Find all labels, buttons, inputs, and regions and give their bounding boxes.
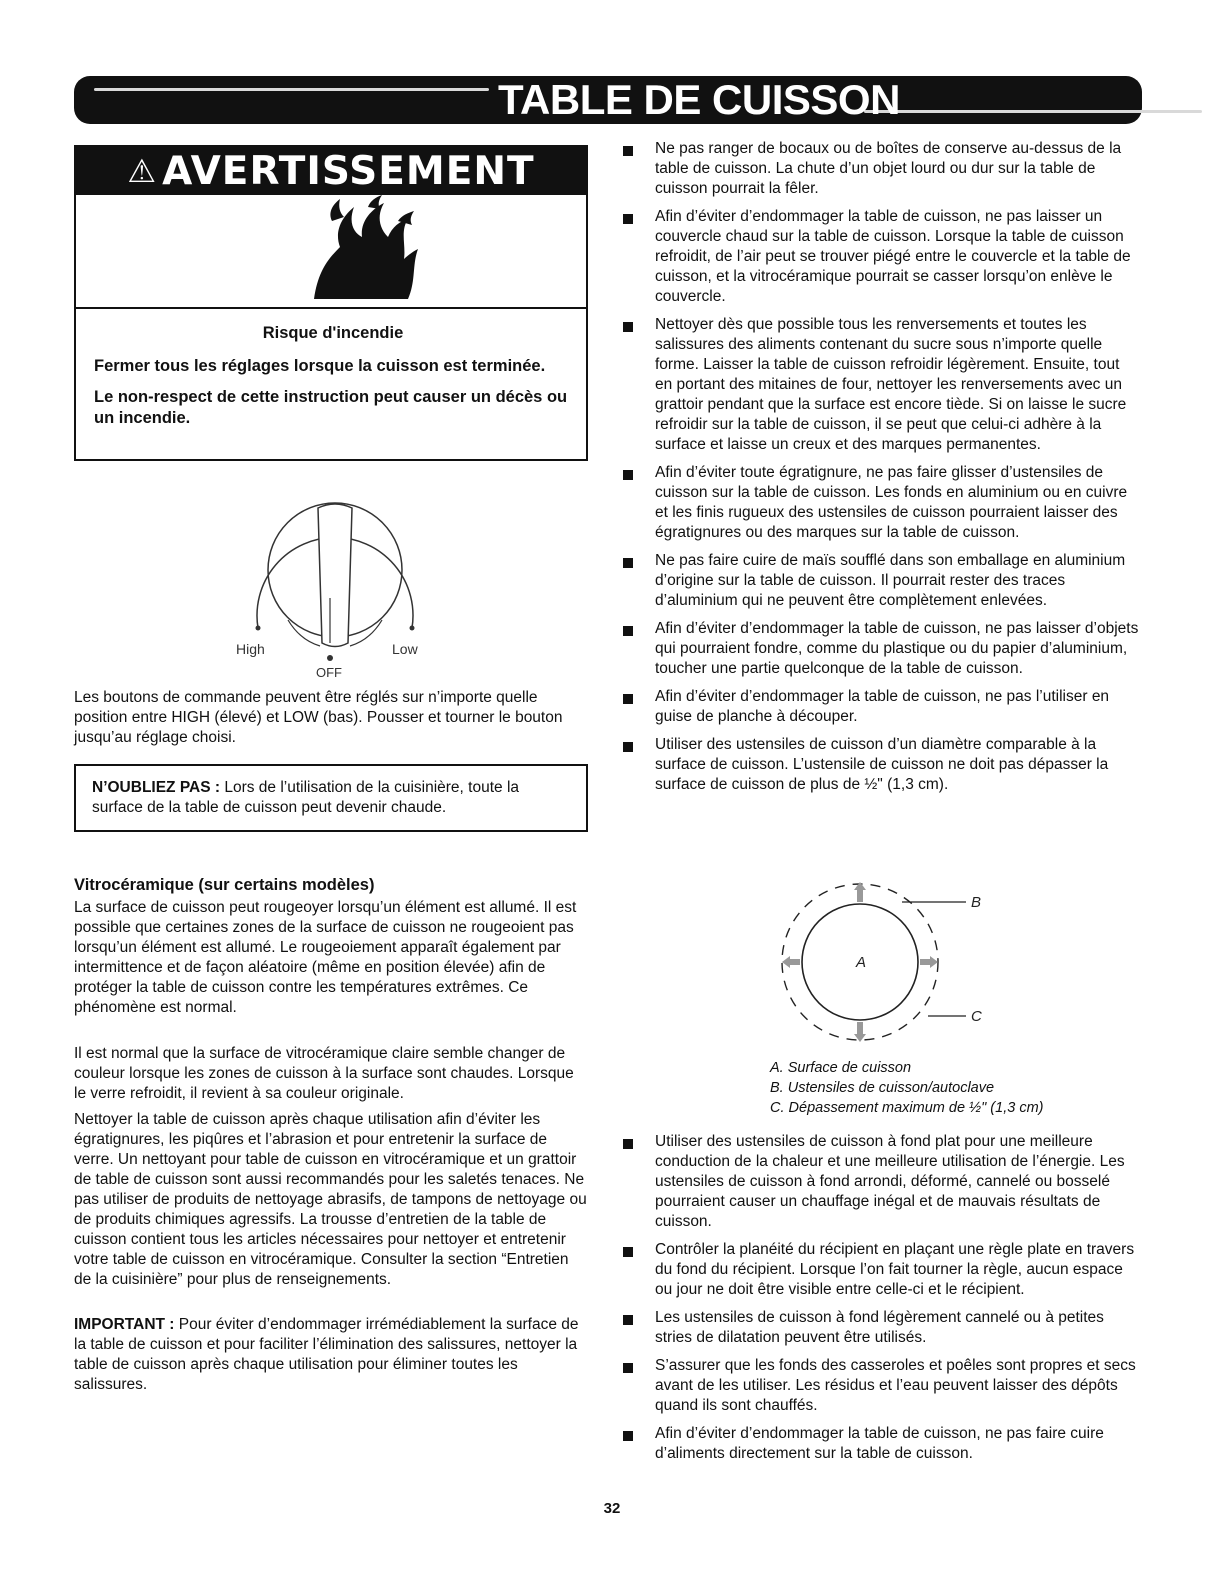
section-title-bar (74, 76, 1142, 124)
cooktop-bullet-list-top (620, 139, 1140, 803)
warning-line-1: Fermer tous les réglages lorsque la cuisson est terminée. (94, 357, 546, 375)
warning-header (76, 147, 586, 195)
title-rule-left (94, 88, 489, 91)
warning-triangle-icon: ⚠ (127, 153, 157, 189)
high-tick (256, 626, 261, 631)
bullet-square-icon (623, 558, 633, 568)
warning-line-2: Le non-respect de cette instruction peut causer un décès ou un incendie. (94, 388, 568, 427)
vitro-paragraph-2: Il est normal que la surface de vitrocéramique claire semble changer de couleur lorsque les zones de cuisson à la surface sont chaudes. Lorsque le verre refroidit, il revient à sa couleur originale. (74, 1045, 574, 1102)
control-knob-diagram (230, 478, 440, 688)
knob-label-low: Low (392, 641, 418, 657)
caption-a: A. Surface de cuisson (770, 1060, 912, 1076)
warning-body (76, 309, 586, 429)
list-item: Ne pas faire cuire de maïs soufflé dans son emballage en aluminium d’origine sur la table de cuisson. Il pourrait rester des traces d’aluminium qui ne peuvent être complètement enlevées. (620, 551, 1140, 611)
list-item: Contrôler la planéité du récipient en plaçant une règle plate en travers du fond du récipient. Lorsque l’on fait tourner la règle, aucun espace ou jour ne doit être visible entre celle-ci et le récipient. (620, 1240, 1140, 1300)
reminder-text: Lors de l’utilisation de la cuisinière, toute la surface de la table de cuisson peut devenir chaude. (92, 779, 520, 816)
diagram-label-b: B (971, 894, 982, 911)
title-rule-right (864, 110, 1202, 113)
bullet-square-icon (623, 1247, 633, 1257)
bullet-square-icon (623, 322, 633, 332)
list-item: S’assurer que les fonds des casseroles et poêles sont propres et secs avant de les utiliser. Les résidus et l’eau peuvent laisser des dépôts quand ils sont chauffés. (620, 1356, 1140, 1416)
vitro-heading: Vitrocéramique (sur certains modèles) (74, 876, 375, 894)
fire-pictogram (76, 195, 586, 309)
bullet-square-icon (623, 742, 633, 752)
knob-grip (318, 504, 352, 647)
list-item: Les ustensiles de cuisson à fond légèrement cannelé ou à petites stries de dilatation peuvent être utilisés. (620, 1308, 1140, 1348)
diagram-caption (770, 1058, 1043, 1118)
bullet-square-icon (623, 1139, 633, 1149)
cooktop-bullet-list-bottom (620, 1132, 1140, 1472)
low-tick (410, 626, 415, 631)
knob-skirt-right (350, 620, 382, 646)
warning-risk: Risque d'incendie (262, 324, 404, 342)
bullet-square-icon (623, 1315, 633, 1325)
diagram-label-a: A (856, 954, 867, 971)
off-dot (327, 655, 333, 661)
diagram-label-c: C (971, 1008, 982, 1025)
bullet-square-icon (623, 626, 633, 636)
list-item: Afin d’éviter d’endommager la table de cuisson, ne pas laisser un couvercle chaud sur la table de cuisson. Lorsque la table de cuisson refroidit, de l’air peut se trouver piégé entre le couvercle et la table de cuisson, et la vitrocéramique pourrait se casser lorsqu’on enlève le couvercle. (620, 207, 1140, 307)
knob-label-high: High (236, 641, 265, 657)
list-item: Afin d’éviter d’endommager la table de cuisson, ne pas l’utiliser en guise de planche à découper. (620, 687, 1140, 727)
caption-c: C. Dépassement maximum de ½" (1,3 cm) (770, 1100, 1044, 1116)
bullet-square-icon (623, 470, 633, 480)
list-item: Utiliser des ustensiles de cuisson d’un diamètre comparable à la surface de cuisson. L’ustensile de cuisson ne doit pas dépasser la surface de cuisson de plus de ½" (1,3 cm). (620, 735, 1140, 795)
vitro-paragraph-3: Nettoyer la table de cuisson après chaque utilisation afin d’éviter les égratignures, les piqûres et l’abrasion et pour entretenir la surface de verre. Un nettoyant pour table de cuisson en vitrocéramique et un grattoir de table de cuisson sont aussi recommandés pour les saletés tenaces. Ne pas utiliser de produits de nettoyage abrasifs, de tampons de nettoyage ou de produits chimiques agressifs. La trousse d’entretien de la table de cuisson contient tous les articles nécessaires pour nettoyer et entretenir votre table de cuisson en vitrocéramique. Consulter la section “Entretien de la cuisinière” pour plus de renseignements. (74, 1111, 587, 1288)
list-item: Utiliser des ustensiles de cuisson à fond plat pour une meilleure conduction de la chaleur et une meilleure utilisation de l’énergie. Les ustensiles de cuisson à fond arrondi, déformé, cannelé ou bosselé pourraient causer un chauffage inégal et de mauvais résultats de cuisson. (620, 1132, 1140, 1232)
list-item: Nettoyer dès que possible tous les renversements et toutes les salissures des aliments contenant du sucre sous n’importe quelle forme. Laisser la table de cuisson refroidir légèrement. Ensuite, tout en portant des mitaines de four, nettoyer les renversements avec un grattoir pendant que la surface est encore tiède. Si on laisse le sucre refroidir sur la table de cuisson, il se peut que celui-ci adhère à la surface et laisse un creux et des marques permanentes. (620, 315, 1140, 455)
list-item: Afin d’éviter toute égratignure, ne pas faire glisser d’ustensiles de cuisson sur la table de cuisson. Les fonds en aluminium ou en cuivre et les finis rugueux des ustensiles de cuisson pourraient laisser des égratignures ou des marques sur la table de cuisson. (620, 463, 1140, 543)
bullet-square-icon (623, 694, 633, 704)
important-label: IMPORTANT : (74, 1316, 175, 1333)
list-item: Afin d’éviter d’endommager la table de cuisson, ne pas faire cuire d’aliments directement sur la table de cuisson. (620, 1424, 1140, 1464)
bullet-square-icon (623, 1363, 633, 1373)
bullet-square-icon (623, 146, 633, 156)
list-item: Afin d’éviter d’endommager la table de cuisson, ne pas laisser d’objets qui pourraient fondre, comme du plastique ou du papier d’aluminium, toucher une partie quelconque de la table de cuisson. (620, 619, 1140, 679)
reminder-box (74, 764, 588, 832)
vitro-paragraph-1: La surface de cuisson peut rougeoyer lorsqu’un élément est allumé. Il est possible que certaines zones de la surface de cuisson ne rougeoient pas lorsqu’un élément est allumé. Le rougeoiement apparaît également par intermittence et de façon aléatoire (même en position élevée) afin de protéger la table de cuisson contre les températures extrêmes. Ce phénomène est normal. (74, 899, 577, 1016)
bullet-square-icon (623, 1431, 633, 1441)
warning-heading: AVERTISSEMENT (162, 148, 535, 194)
warning-box (74, 145, 588, 461)
cookware-diagram (770, 876, 1010, 1056)
knob-skirt-left (288, 620, 320, 646)
fire-icon (76, 195, 586, 307)
page-title: TABLE DE CUISSON (498, 76, 900, 123)
bullet-square-icon (623, 214, 633, 224)
page-number: 32 (603, 1500, 621, 1517)
vitro-important (74, 1315, 579, 1395)
list-item: Ne pas ranger de bocaux ou de boîtes de conserve au-dessus de la table de cuisson. La chute d’un objet lourd ou dur sur la table de cuisson pourrait la fêler. (620, 139, 1140, 199)
reminder-label: N’OUBLIEZ PAS : (92, 779, 221, 796)
knob-description: Les boutons de commande peuvent être réglés sur n’importe quelle position entre HIGH (élevé) et LOW (bas). Pousser et tourner le bouton jusqu’au réglage choisi. (74, 689, 563, 746)
caption-b: B. Ustensiles de cuisson/autoclave (770, 1080, 995, 1096)
important-text: Pour éviter d’endommager irrémédiablement la surface de la table de cuisson et pour faciliter l’élimination des salissures, nettoyer la table de cuisson après chaque utilisation pour éliminer toutes les salissures. (74, 1316, 579, 1393)
knob-label-off: OFF (316, 665, 342, 680)
